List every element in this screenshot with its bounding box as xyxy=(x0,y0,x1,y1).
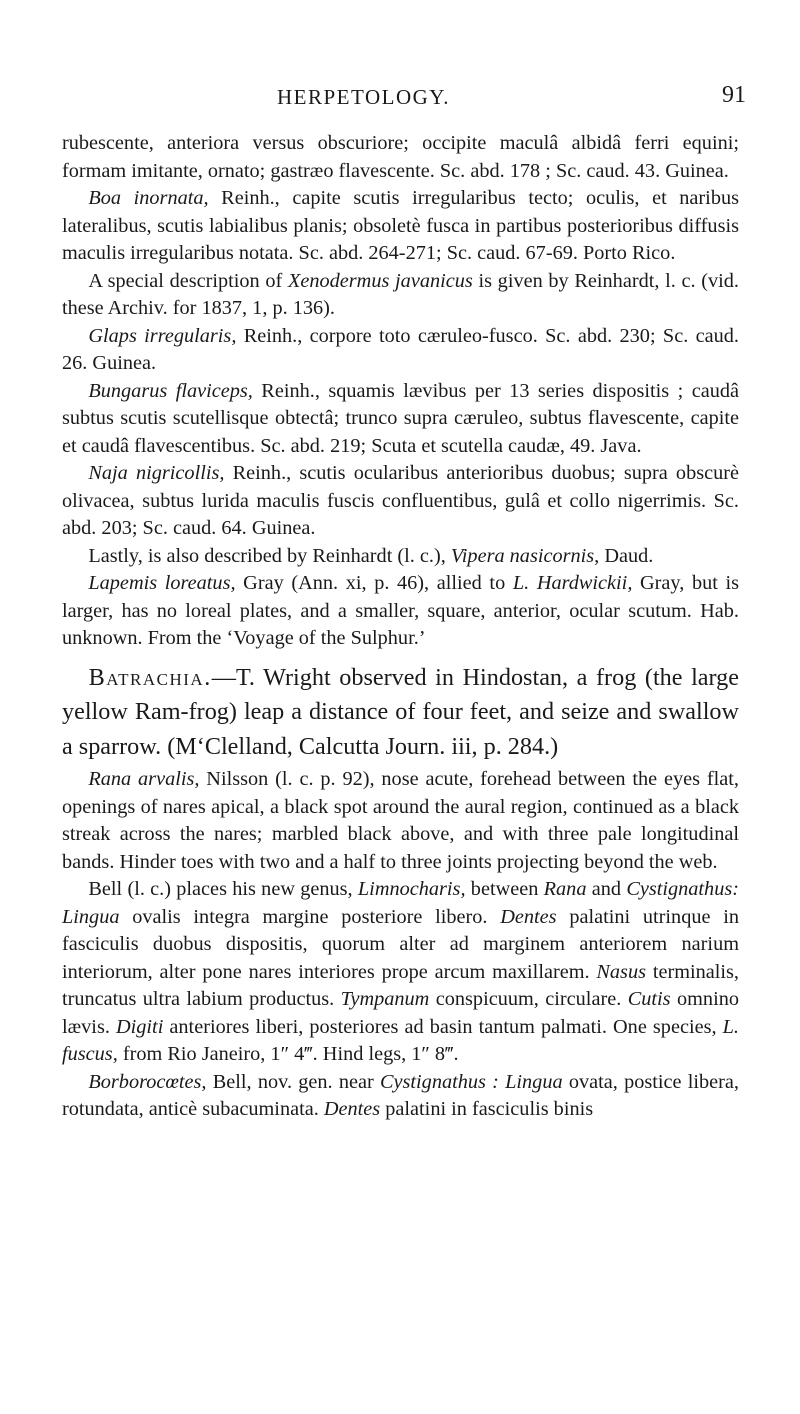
body-text xyxy=(62,130,739,1124)
paragraph-continuation: rubescente, anteriora versus obscuriore; occipite maculâ albidâ ferri equini; formam imitante, ornato; gastræo flavescente. Sc. abd. 178 ; Sc. caud. 43. Guinea. xyxy=(62,132,739,182)
running-head: HERPETOLOGY. xyxy=(277,85,450,109)
paragraph-boa-inornata: Boa inornata, Reinh., capite scutis irregularibus tecto; oculis, et naribus lateralibus, scutis labialibus planis; obsoletè fusca in partibus posterioribus diffusis maculis irregularibus notata. Sc. abd. 264-271; Sc. caud. 67-69. Porto Rico. xyxy=(62,187,739,264)
paragraph-borborocoetes: Borborocœtes, Bell, nov. gen. near Cystignathus : Lingua ovata, postice libera, rotundata, anticè subacuminata. Dentes palatini in fasciculis binis xyxy=(62,1070,739,1120)
paragraph-lapemis: Lapemis loreatus, Gray (Ann. xi, p. 46), allied to L. Hardwickii, Gray, but is larger, has no loreal plates, and a smaller, square, anterior, ocular scutum. Hab. unknown. From the ‘Voyage of the Sulphur.’ xyxy=(62,572,740,649)
paragraph-xenodermus: A special description of Xenodermus javanicus is given by Reinhardt, l. c. (vid. these Archiv. for 1837, 1, p. 136). xyxy=(62,269,739,319)
species-name: Borborocœtes, xyxy=(88,1070,207,1093)
paragraph-vipera: Lastly, is also described by Reinhardt (l. c.), Vipera nasicornis, Daud. xyxy=(88,544,654,567)
species-name: Naja nigricollis, xyxy=(88,462,225,484)
paragraph-rana-arvalis: Rana arvalis, Nilsson (l. c. p. 92), nose acute, forehead between the eyes flat, openings of nares apical, a black spot around the aural region, continued as a black streak across the nares; marbled black above, and with three pale longitudinal bands. Hinder toes with two and a half to three joints projecting beyond the web. xyxy=(62,768,739,873)
paragraph-naja: Naja nigricollis, Reinh., scutis ocularibus anterioribus duobus; supra obscurè olivacea, subtus lurida maculis fuscis confluentibus, gulâ et collo nigerrimis. Sc. abd. 203; Sc. caud. 64. Guinea. xyxy=(62,462,739,539)
paragraph-batrachia: Batrachia.—T. Wright observed in Hindostan, a frog (the large yellow Ram-frog) leap a distance of four feet, and seize and swallow a sparrow. (M‘Clelland, Calcutta Journ. iii, p. 284.) xyxy=(62,663,739,760)
paragraph-glaps: Glaps irregularis, Reinh., corpore toto cæruleo-fusco. Sc. abd. 230; Sc. caud. 26. Guinea. xyxy=(62,324,739,374)
species-name: Lapemis loreatus, xyxy=(88,572,236,594)
species-name: Glaps irregularis, xyxy=(88,324,237,347)
page-header xyxy=(0,80,800,120)
species-name: Rana arvalis, xyxy=(88,768,200,790)
species-name: Boa inornata, xyxy=(88,187,209,209)
paragraph-bungarus: Bungarus flaviceps, Reinh., squamis lævibus per 13 series dispositis ; caudâ subtus scutis scutellisque obtectâ; trunco supra cæruleo, subtus flavescente, capite et caudâ flavescentibus. Sc. abd. 219; Scuta et scutella caudæ, 49. Java. xyxy=(62,379,739,457)
page-number: 91 xyxy=(722,82,746,108)
species-name: Bungarus flaviceps, xyxy=(88,379,253,402)
species-name: Xenodermus javanicus xyxy=(287,269,473,292)
species-name: L. Hardwickii, xyxy=(512,572,633,594)
paragraph-limnocharis: Bell (l. c.) places his new genus, Limnocharis, between Rana and Cystignathus: Lingua ovalis integra margine posteriore libero. Dentes palatini utrinque in fasciculis duobus dispositis, quorum alter ad marginem anteriorem narium interiorum, alter pone nares interiores prope arcum maxillarem. Nasus terminalis, truncatus ultra labium productus. Tympanum conspicuum, circulare. Cutis omnino lævis. Digiti anteriores liberi, posteriores ad basin tantum palmati. One species, L. fuscus, from Rio Janeiro, 1″ 4‴. Hind legs, 1″ 8‴. xyxy=(62,878,739,1065)
species-name: Vipera nasicornis, xyxy=(450,544,600,567)
section-label: Batrachia. xyxy=(88,663,212,691)
